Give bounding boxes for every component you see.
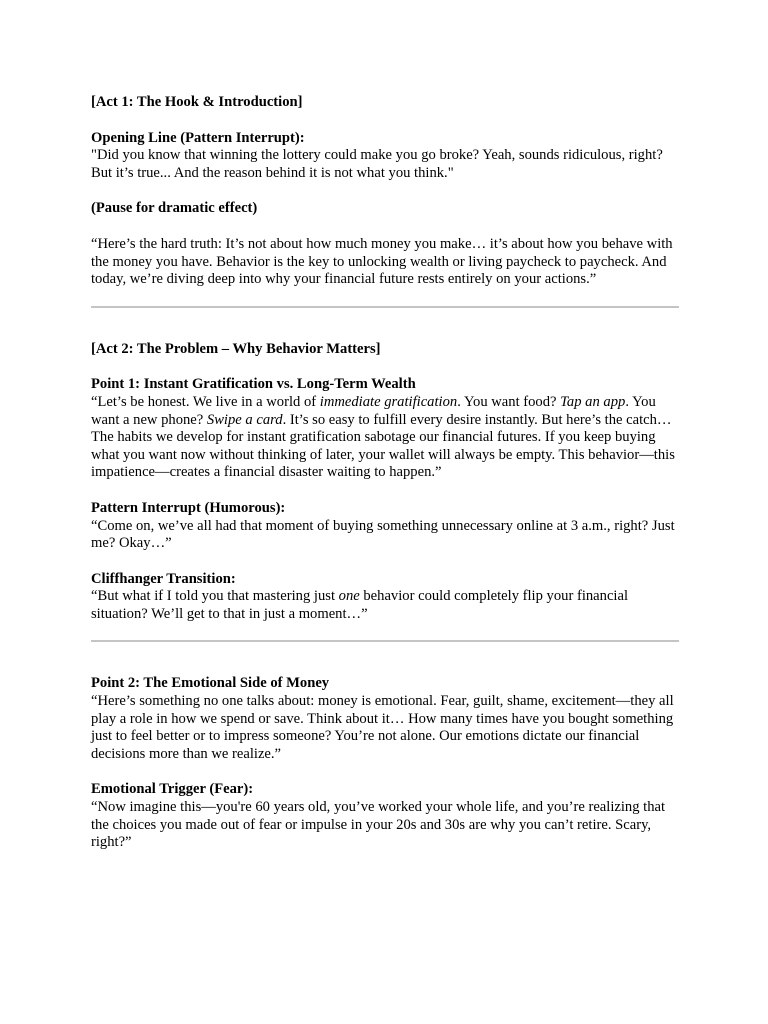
fear-paragraph: “Now imagine this—you're 60 years old, you’ve worked your whole life, and you’re realizing that the choices you made out of fear or impulse in your 20s and 30s are why you can’t retire. Scary, right?” <box>91 799 666 851</box>
point2-paragraph: “Here’s something no one talks about: money is emotional. Fear, guilt, shame, excitement—they all play a role in how we spend or save. Think about it… How many times have you bought something just to feel better or to impress someone? You’re not alone. Our emotions dictate our financial decisions more than we realize.” <box>91 693 674 762</box>
emphasis-text: one <box>338 588 360 605</box>
text-run: . It’s so easy to fulfill every desire instantly. But here’s the catch… The habits we develop for instant gratification sabotage our financial futures. If you keep buying what you want now without thinking of later, your wallet will always be empty. This behavior—this impatience—creates a financial disaster waiting to happen.” <box>91 411 675 481</box>
opening-line-text: "Did you know that winning the lottery could make you go broke? Yeah, sounds ridiculous, right? But it’s true... And the reason behind it is not what you think." <box>91 147 663 181</box>
emphasis-text: Swipe a card <box>206 411 283 428</box>
text-run: . You want a new phone? <box>91 393 656 428</box>
pause-heading: (Pause for dramatic effect) <box>91 200 258 217</box>
hard-truth-paragraph: “Here’s the hard truth: It’s not about how much money you make… it’s about how you behave with the money you have. Behavior is the key to unlocking wealth or living paycheck to paycheck. And today, we’re diving deep into why your financial future rests entirely on your actions.” <box>91 235 673 288</box>
cliffhanger-paragraph <box>91 588 681 623</box>
point1-paragraph <box>91 394 681 482</box>
text-run: “But what if I told you that mastering just <box>91 588 339 605</box>
act2-title: [Act 2: The Problem – Why Behavior Matters] <box>91 340 381 357</box>
act1-title: [Act 1: The Hook & Introduction] <box>91 94 303 110</box>
cliffhanger-heading: Cliffhanger Transition: <box>91 570 236 587</box>
emphasis-text: immediate gratification <box>319 393 458 410</box>
text-run: behavior could completely flip your financial situation? We’ll get to that in just a moment…” <box>91 588 629 622</box>
humor-paragraph: “Come on, we’ve all had that moment of buying something unnecessary online at 3 a.m., right? Just me? Okay…” <box>91 517 675 552</box>
emphasis-text: Tap an app <box>560 393 626 410</box>
opening-line-heading: Opening Line (Pattern Interrupt): <box>91 129 305 146</box>
point2-heading: Point 2: The Emotional Side of Money <box>91 675 330 692</box>
text-run: “Let’s be honest. We live in a world of <box>91 393 320 410</box>
fear-heading: Emotional Trigger (Fear): <box>91 781 254 798</box>
humor-heading: Pattern Interrupt (Humorous): <box>91 499 286 516</box>
point1-heading: Point 1: Instant Gratification vs. Long-Term Wealth <box>91 376 416 393</box>
text-run: . You want food? <box>457 393 561 410</box>
document-page <box>91 94 681 852</box>
